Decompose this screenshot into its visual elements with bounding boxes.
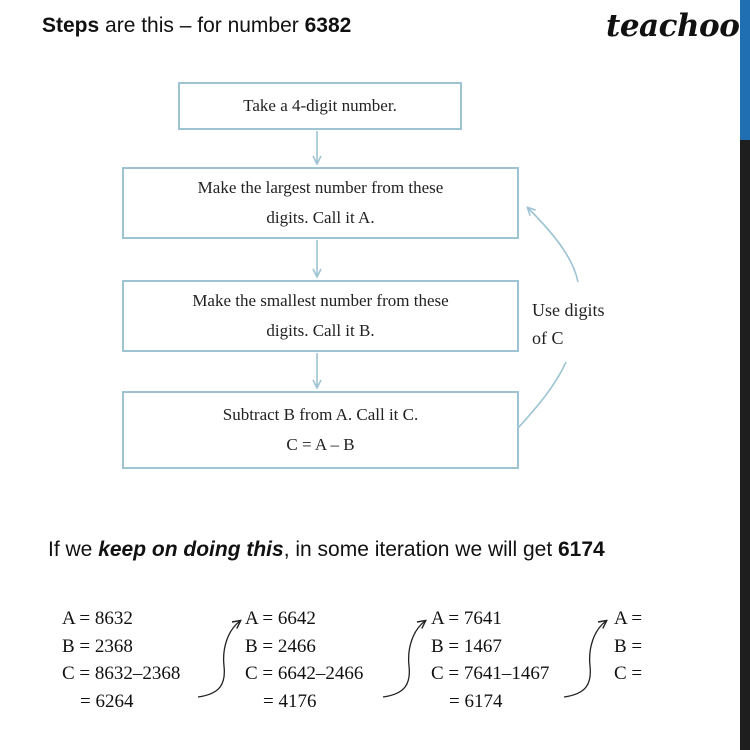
- iteration-line: = 6264: [80, 690, 134, 712]
- page-heading: [42, 14, 351, 38]
- iteration-line: A = 7641: [431, 608, 502, 629]
- iteration-line: B = 1467: [431, 635, 502, 657]
- side-strip-blue: [740, 0, 750, 140]
- heading-bold-word: Steps: [42, 14, 100, 37]
- iteration-line: C = 7641–1467: [431, 663, 550, 684]
- statement-pre: If we: [48, 538, 99, 561]
- flow-step-line: Make the smallest number from these: [192, 291, 449, 310]
- iteration-line: C = 6642–2466: [245, 663, 364, 684]
- flow-step-line: C = A – B: [286, 435, 355, 454]
- flow-step-largest: [122, 167, 519, 239]
- iteration-line: B = 2368: [62, 635, 133, 657]
- flow-step-line: digits. Call it B.: [266, 321, 375, 340]
- iteration-line: A =: [614, 608, 643, 629]
- iteration-2: [245, 605, 363, 715]
- loop-note-line: Use digits: [532, 300, 605, 320]
- side-strip-dark: [740, 140, 750, 750]
- iteration-line: = 4176: [263, 690, 317, 712]
- flow-step-subtract: [122, 391, 519, 469]
- flow-step-line: digits. Call it A.: [266, 208, 375, 227]
- flow-step-line: Take a 4-digit number.: [243, 96, 397, 115]
- heading-text: are this – for number: [99, 14, 305, 37]
- result-statement: [48, 538, 605, 562]
- statement-emphasis: keep on doing this: [98, 538, 284, 561]
- loop-note: [532, 296, 605, 352]
- loop-note-line: of C: [532, 328, 564, 348]
- flow-step-line: Make the largest number from these: [197, 178, 444, 197]
- iteration-line: = 6174: [449, 690, 503, 712]
- iteration-3: [431, 605, 549, 715]
- iteration-line: B =: [614, 635, 643, 657]
- iteration-4: [614, 605, 642, 688]
- iteration-line: A = 6642: [245, 608, 316, 629]
- loop-arrow-lower: [518, 362, 566, 428]
- flow-step-line: Subtract B from A. Call it C.: [222, 405, 419, 424]
- iteration-line: C = 8632–2368: [62, 663, 181, 684]
- statement-mid: , in some iteration we will get: [283, 538, 558, 561]
- teachoo-logo: teachoo: [606, 8, 740, 44]
- carry-arrow-2: [383, 621, 425, 697]
- iteration-line: A = 8632: [62, 608, 133, 629]
- carry-arrow-1: [198, 621, 240, 697]
- carry-arrow-3: [564, 621, 606, 697]
- iteration-line: B = 2466: [245, 635, 316, 657]
- flow-step-take-number: [178, 82, 462, 130]
- heading-number: 6382: [304, 14, 352, 37]
- iteration-1: [62, 605, 180, 715]
- loop-arrow-upper: [528, 208, 578, 282]
- statement-result: 6174: [558, 538, 605, 561]
- iteration-line: C =: [614, 663, 643, 684]
- flow-step-smallest: [122, 280, 519, 352]
